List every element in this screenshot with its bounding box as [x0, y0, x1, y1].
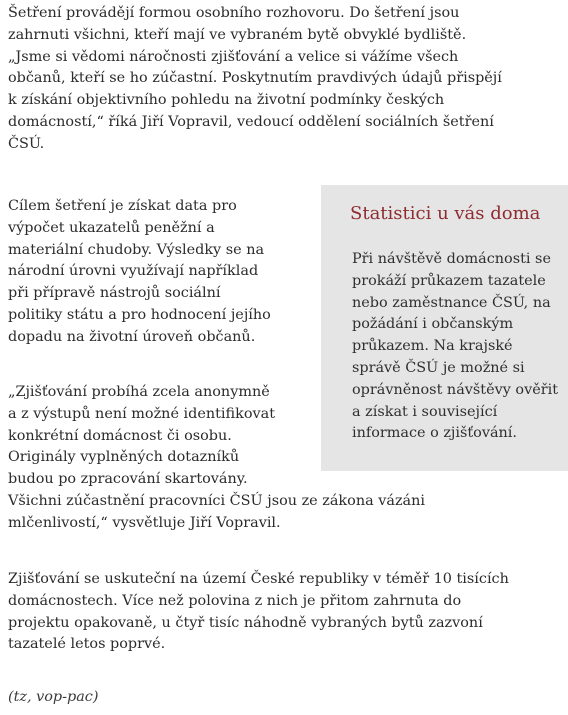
article-paragraph: Šetření provádějí formou osobního rozhovoru. Do šetření jsou zahrnuti všichni, kteří mají ve vybraném bytě obvyklé bydliště. „Jsme si vědomi náročnosti zjišťování a velice si vážíme všech občanů, kteří se ho zúčastní. Poskytnutím pravdivých údajů přispějí k získání objektivního pohledu na životní podmínky českých domácností,“ říká Jiří Vopravil, vedoucí oddělení sociálních šetření ČSÚ. [8, 5, 502, 152]
sidebar-title: Statistici u vás doma [350, 203, 541, 224]
author-signature: (tz, vop-pac) [8, 689, 99, 705]
sidebar-text: Při návštěvě domácnosti se prokáží průkazem tazatele nebo zaměstnance ČSÚ, na požádání i občanským průkazem. Na krajské správě ČSÚ je možné si oprávněnost návštěvy ověřit a získat i související informace o zjišťování. [352, 251, 558, 442]
article-paragraph: „Zjišťování probíhá zcela anonymně a z výstupů není možné identifikovat konkrétní domácnost či osobu. Originály vyplněných dotazníků budou po zpracování skartovány. Všichni zúčastnění pracovníci ČSÚ jsou ze zákona vázáni mlčenlivostí,“ vysvětluje Jiří Vopravil. [8, 384, 425, 531]
article-paragraph: Zjišťování se uskuteční na území České republiky v téměř 10 tisících domácnostech. Více než polovina z nich je přitom zahrnuta do projektu opakovaně, u čtyř tisíc náhodně vybraných bytů zazvoní tazatelé letos poprvé. [8, 571, 509, 653]
article-paragraph: Cílem šetření je získat data pro výpočet ukazatelů peněžní a materiální chudoby. Výsledky se na národní úrovni využívají například při přípravě nástrojů sociální politiky státu a pro hodnocení jejího dopadu na životní úroveň občanů. [8, 198, 271, 345]
